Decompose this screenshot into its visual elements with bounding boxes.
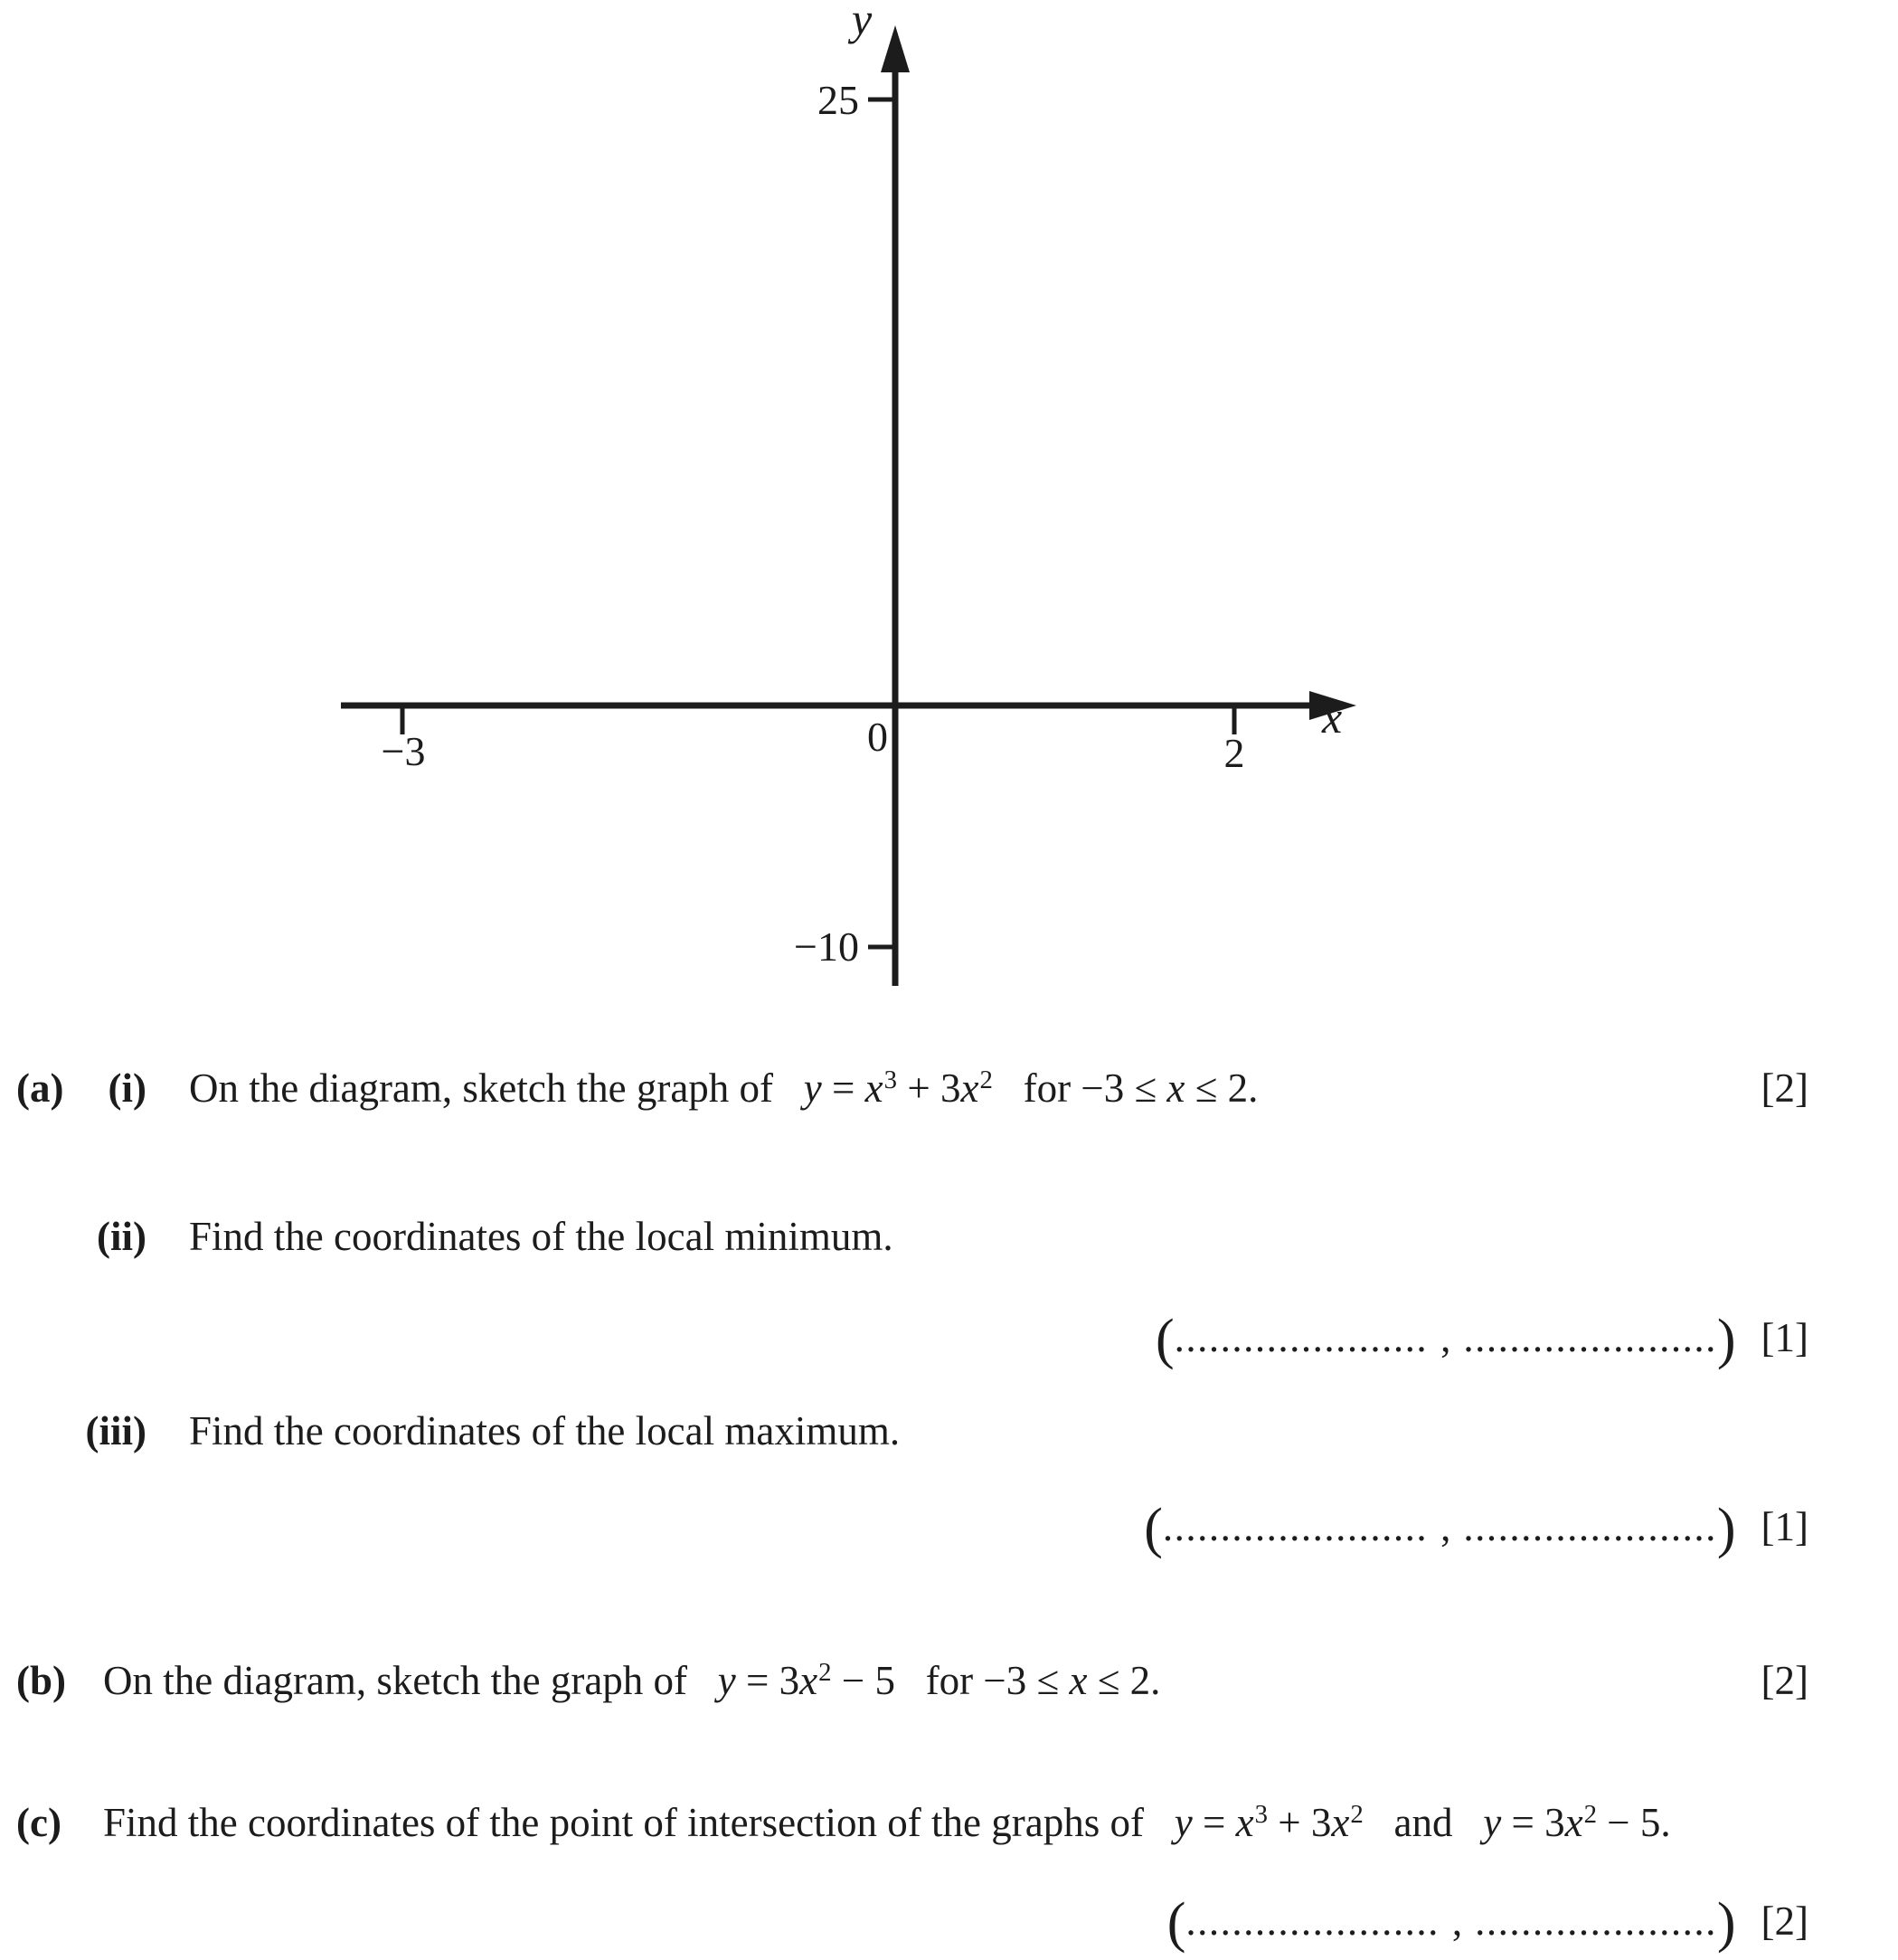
- answer-mark-intersection: [2]: [1761, 1898, 1808, 1944]
- question-a-label: (a): [16, 1065, 64, 1111]
- answer-row-intersection: [1167, 1889, 1808, 1959]
- question-c-row: [0, 1794, 1898, 1854]
- x-tick-label-minus-3: −3: [381, 728, 426, 774]
- answer-blank-x-intersection[interactable]: ......................: [1185, 1898, 1440, 1944]
- question-c-label: (c): [16, 1800, 61, 1845]
- answer-comma: ,: [1440, 1315, 1451, 1360]
- answer-close-paren: ): [1716, 1892, 1736, 1954]
- answer-mark-maximum: [1]: [1761, 1504, 1808, 1549]
- question-a-i-row: [0, 1060, 1898, 1120]
- question-b-text: On the diagram, sketch the graph of $y = 3x^2 - 5$ for −3 ≤ x ≤ 2.: [103, 1658, 1161, 1703]
- question-a-i-mark: [2]: [1761, 1065, 1808, 1111]
- question-b-mark: [2]: [1761, 1658, 1808, 1703]
- question-a-iii-row: [0, 1403, 1898, 1463]
- y-axis-arrowhead-icon: [881, 25, 910, 72]
- question-a-i-text: On the diagram, sketch the graph of $y = x^3 + 3x^2$ for −3 ≤ x ≤ 2.: [189, 1065, 1259, 1111]
- answer-blank-x-maximum[interactable]: .......................: [1162, 1504, 1429, 1549]
- answer-blank-y-maximum[interactable]: ......................: [1463, 1504, 1717, 1549]
- answer-row-local-minimum: [1156, 1305, 1808, 1376]
- question-a-ii-text: Find the coordinates of the local minimum.: [189, 1214, 893, 1259]
- answer-comma: ,: [1440, 1504, 1451, 1549]
- question-a-iii-label: (iii): [85, 1408, 146, 1453]
- question-b-row: [0, 1652, 1898, 1712]
- question-a-i-label: (i): [108, 1065, 146, 1111]
- y-tick-label-minus-10: −10: [794, 923, 859, 970]
- origin-label: 0: [867, 714, 888, 760]
- answer-mark-minimum: [1]: [1761, 1315, 1808, 1360]
- answer-comma: ,: [1451, 1898, 1463, 1944]
- answer-row-local-maximum: [1144, 1494, 1808, 1565]
- answer-blank-x-minimum[interactable]: ......................: [1174, 1315, 1429, 1360]
- y-axis-label: y: [852, 0, 873, 44]
- y-tick-label-25: 25: [817, 77, 859, 123]
- answer-close-paren: ): [1716, 1498, 1736, 1559]
- x-axis-label: x: [1322, 692, 1343, 743]
- question-a-iii-text: Find the coordinates of the local maximum.: [189, 1408, 901, 1453]
- question-a-ii-row: [0, 1208, 1898, 1268]
- answer-close-paren: ): [1716, 1309, 1736, 1370]
- question-c-text: Find the coordinates of the point of intersection of the graphs of $y = x^3 + 3x^2$ and $y = 3x^2 - 5$.: [103, 1800, 1671, 1845]
- answer-blank-y-minimum[interactable]: ......................: [1463, 1315, 1717, 1360]
- answer-open-paren: (: [1166, 1892, 1186, 1954]
- answer-open-paren: (: [1144, 1498, 1163, 1559]
- answer-open-paren: (: [1155, 1309, 1175, 1370]
- question-a-ii-label: (ii): [97, 1214, 146, 1259]
- answer-blank-y-intersection[interactable]: .....................: [1475, 1898, 1717, 1944]
- question-b-label: (b): [16, 1658, 66, 1703]
- x-tick-label-2: 2: [1223, 730, 1245, 776]
